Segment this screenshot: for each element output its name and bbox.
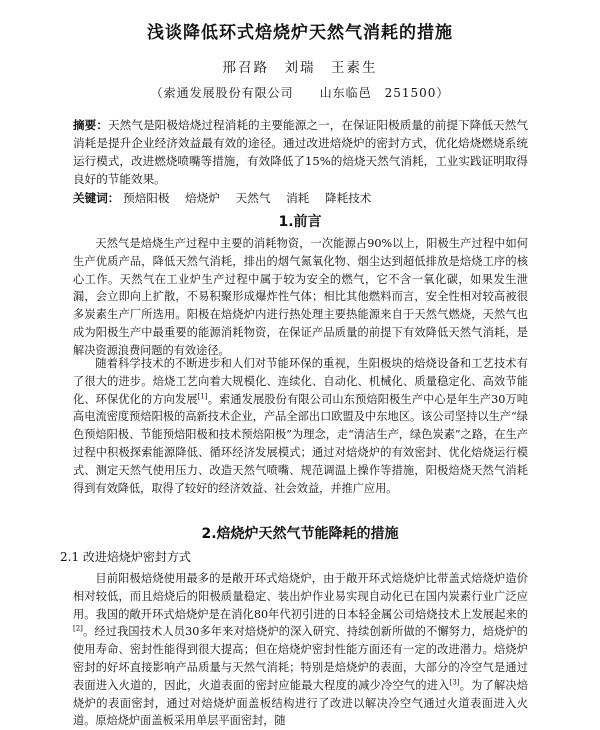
paragraph-text: 随着科学技术的不断进步和人们对节能环保的重视，生阳极块的焙烧设备和工艺技术有了很大的进步。焙烧工艺向着大规模化、连续化、自动化、机械化、质量稳定化、高效节能化、环保优化的方向发展: [73, 357, 528, 406]
keyword: 降耗技术: [325, 191, 372, 205]
author-list: 邢召路 刘瑞 王素生: [222, 60, 378, 76]
citation-ref: [1]: [197, 391, 208, 400]
paragraph-text: 天然气是焙烧生产过程中主要的消耗物资，一次能源占90%以上，阳极生产过程中如何生产优质产品，降低天然气消耗，排出的烟气氮氧化物、烟尘达到超低排放是焙烧工序的核心工作。天然气在工业炉生产过程中属于较为安全的燃气，它不含一氧化碳，如果发生泄漏，会立即向上扩散，不易积聚形成爆炸性气体；相比其他燃料而言，安全性相对较高被很多炭素生产厂所选用。阳极在焙烧炉内进行热处理主要热能源来自于天然气燃烧，天然气也成为阳极生产中最重要的能源消耗物资，在保证产品质量的前提下有效降低天然气消耗，是解决资源浪费问题的有效途径。: [73, 237, 528, 357]
keyword: 消耗: [286, 191, 310, 205]
paragraph-text: 。索通发展股份有限公司山东预焙阳极生产中心是年生产30万吨高电流密度预焙阳极的高新技术企业，产品全部出口欧盟及中东地区。该公司坚持以生产“绿色预焙阳极、节能预焙阳极和技术预焙阳极”为理念，走“清洁生产，绿色炭素”之路，在生产过程中积极探索能源降低、循环经济发展模式；通过对焙烧炉的有效密封、优化焙烧运行模式、测定天然气使用压力、改造天然气喷嘴、规范调温上操作等措施，阳极焙烧天然气消耗得到有效降低，取得了较好的经济效益、社会效益，并推广应用。: [73, 392, 528, 495]
citation-ref: [2]: [73, 624, 83, 633]
intro-paragraph-2: [73, 355, 528, 497]
abstract: [73, 116, 528, 188]
keywords: [73, 189, 528, 207]
affiliation: （索通发展股份有限公司 山东临邑 251500）: [150, 86, 450, 100]
abstract-text: 天然气是阳极焙烧过程消耗的主要能源之一，在保证阳极质量的前提下降低天然气消耗是提升企业经济效益最有效的途径。通过改进焙烧炉的密封方式，优化焙烧燃烧系统运行模式，改进燃烧喷嘴等措施，有效降低了15%的焙烧天然气消耗，工业实践证明取得良好的节能效果。: [73, 118, 528, 186]
measures-paragraph: [73, 570, 528, 730]
paragraph-text: 。经过我国技术人员30多年来对焙烧炉的深入研究、持续创新所做的不懈努力，焙烧炉的使用寿命、密封性能得到很大提高；但在焙烧炉密封性能方面还有一定的改进潜力。焙烧炉密封的好坏直接影响产品质量与天然气消耗；特别是焙烧炉的表面，大部分的冷空气是通过表面进入火道的，因此，火道表面的密封应能最大程度的减少冷空气的进入: [73, 625, 528, 692]
paragraph-text: 。为了解决焙烧炉的表面密封，通过对焙烧炉面盖板结构进行了改进以解决冷空气通过火道表面进入火道。原焙烧炉面盖板采用单层平面密封，随: [73, 678, 528, 728]
keyword: 预焙阳极: [123, 191, 170, 205]
paper-title: 浅谈降低环式焙烧炉天然气消耗的措施: [147, 23, 453, 43]
section-heading-measures: 2.焙烧炉天然气节能降耗的措施: [201, 526, 399, 542]
intro-paragraph-1: [73, 235, 528, 360]
keyword: 天然气: [235, 191, 271, 205]
section-heading-introduction: 1.前言: [278, 214, 322, 230]
keyword: 焙烧炉: [185, 191, 220, 205]
keywords-label: 关键词：: [73, 191, 120, 205]
abstract-label: 摘要：: [73, 118, 109, 132]
citation-ref: [3]: [449, 678, 460, 687]
paragraph-text: 目前阳极焙烧使用最多的是敞开环式焙烧炉，由于敞开环式焙烧炉比带盖式焙烧炉造价相对较低，而且焙烧后的阳极质量稳定、装出炉作业易实现自动化已在国内炭素行业广泛应用。我国的敞开环式焙烧炉是在消化80年代初引进的日本轻金属公司焙烧技术上发展起来的: [73, 572, 528, 621]
subsection-heading: 2.1 改进焙烧炉密封方式: [60, 550, 191, 564]
